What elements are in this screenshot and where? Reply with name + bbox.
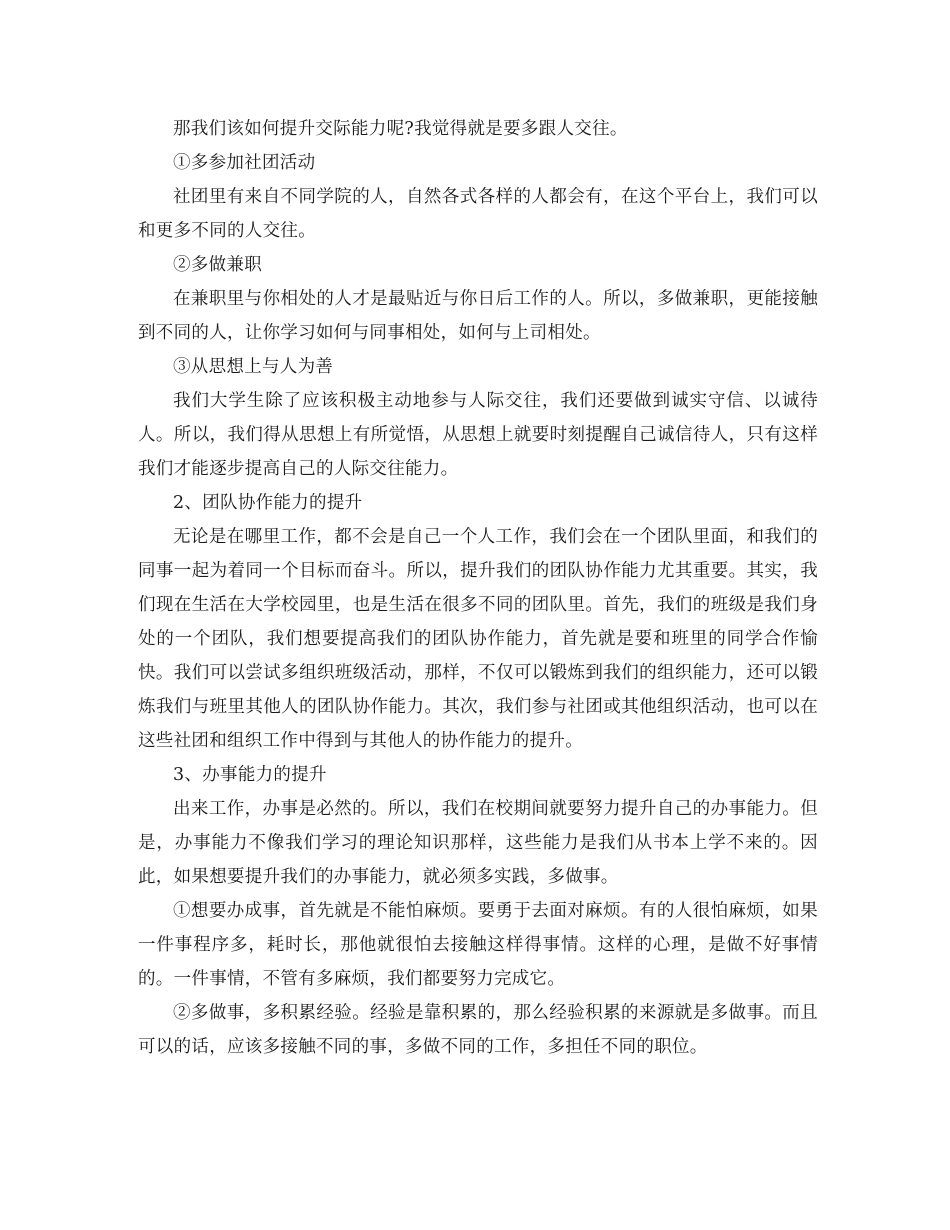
item-part-time-heading: ②多做兼职	[173, 255, 262, 275]
item-kindness-text: 我们大学生除了应该积极主动地参与人际交往，我们还要做到诚实守信、以诚待人。所以，我们得从思想上有所觉悟，从思想上就要时刻提醒自己诚信待人，只有这样我们才能逐步提高自己的人际交往能力。	[138, 391, 818, 479]
item-accumulate-experience-text: ②多做事，多积累经验。经验是靠积累的，那么经验积累的来源就是多做事。而且可以的话，应该多接触不同的事，多做不同的工作，多担任不同的职位。	[138, 1003, 818, 1057]
section-work-ability-text: 出来工作，办事是必然的。所以，我们在校期间就要努力提升自己的办事能力。但是，办事能力不像我们学习的理论知识那样，这些能力是我们从书本上学不来的。因此，如果想要提升我们的办事能力，就必须多实践，多做事。	[138, 799, 818, 887]
item-no-fear-trouble-text: ①想要办成事，首先就是不能怕麻烦。要勇于去面对麻烦。有的人很怕麻烦，如果一件事程序多，耗时长，那他就很怕去接触这样得事情。这样的心理，是做不好事情的。一件事情，不管有多麻烦，我们都要努力完成它。	[138, 901, 818, 989]
section-work-ability-heading: 3、办事能力的提升	[173, 765, 327, 785]
item-join-clubs-text: 社团里有来自不同学院的人，自然各式各样的人都会有，在这个平台上，我们可以和更多不同的人交往。	[138, 187, 818, 241]
item-kindness-heading: ③从思想上与人为善	[173, 357, 334, 377]
section-teamwork-text: 无论是在哪里工作，都不会是自己一个人工作，我们会在一个团队里面，和我们的同事一起为着同一个目标而奋斗。所以，提升我们的团队协作能力尤其重要。其实，我们现在生活在大学校园里，也是生活在很多不同的团队里。首先，我们的班级是我们身处的一个团队，我们想要提高我们的团队协作能力，首先就是要和班里的同学合作愉快。我们可以尝试多组织班级活动，那样，不仅可以锻炼到我们的组织能力，还可以锻炼我们与班里其他人的团队协作能力。其次，我们参与社团或其他组织活动，也可以在这些社团和组织工作中得到与其他人的协作能力的提升。	[138, 527, 818, 751]
intro-question: 那我们该如何提升交际能力呢?我觉得就是要多跟人交往。	[173, 119, 628, 139]
section-teamwork-heading: 2、团队协作能力的提升	[173, 493, 363, 513]
item-join-clubs-heading: ①多参加社团活动	[173, 153, 316, 173]
item-part-time-text: 在兼职里与你相处的人才是最贴近与你日后工作的人。所以，多做兼职，更能接触到不同的人，让你学习如何与同事相处，如何与上司相处。	[138, 289, 818, 343]
document-body	[138, 112, 818, 1064]
